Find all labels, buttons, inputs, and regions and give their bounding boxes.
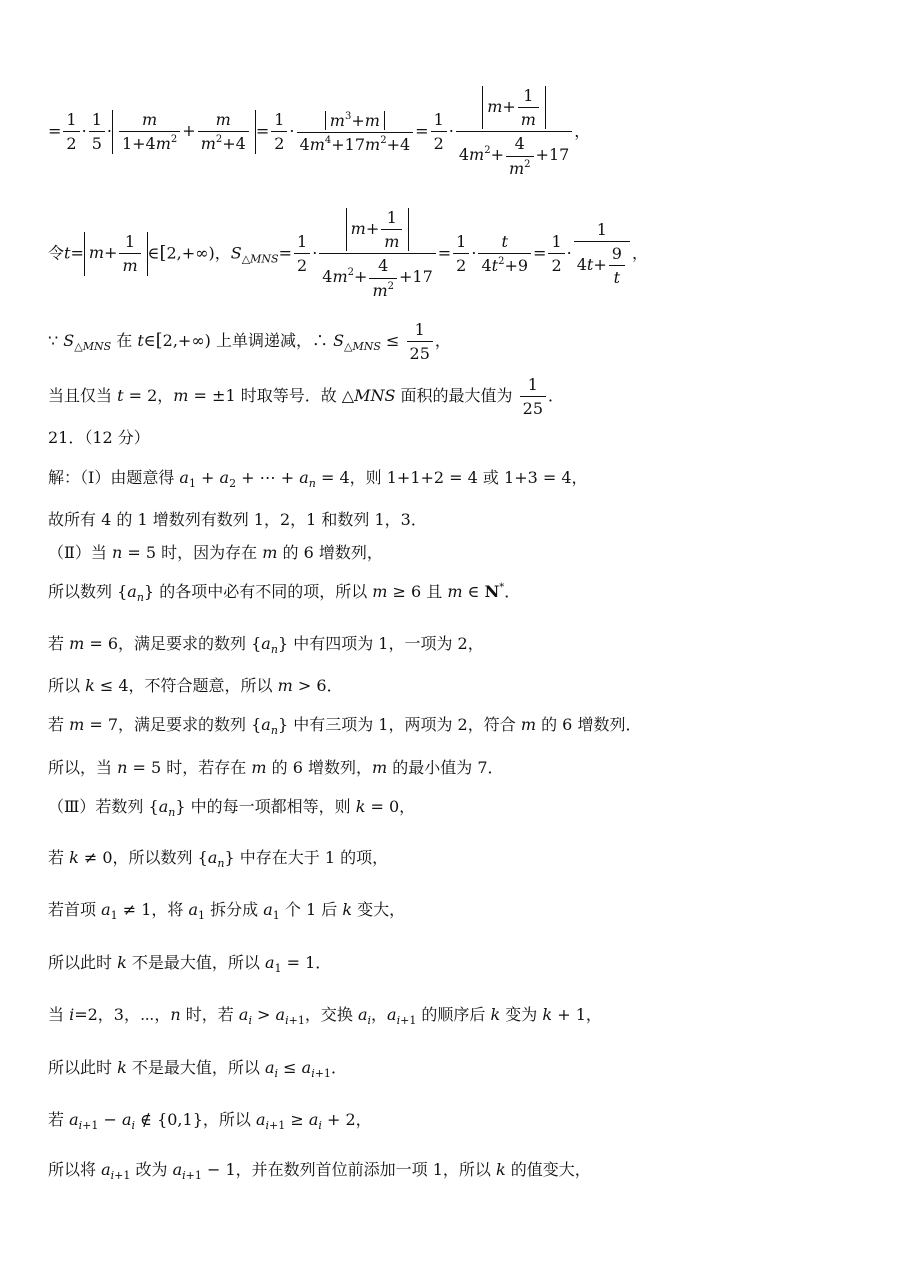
part-3-line-4: 所以此时 k 不是最大值，所以 $a_1 = 1$． (48, 953, 332, 975)
part-3-line-8: 所以将 $a_{i+1}$ 改为 $a_{i+1} - 1$，并在数列首位前添加一项 1，所以 k 的值变大， (48, 1160, 591, 1182)
formula-line-1: = $\frac{1}{2}$ · $\frac{1}{5}$ · $\frac{m}{1+4m^2}$ + $\frac{m}{m^2+4}$ = $\frac{1}{2}$ · $\frac{m^3+m}{4m^4+17m^2+4}$ = $\frac{1}{2}$ · m+ $\frac{1}{m}$ $4m^2+$ $\frac{4}{m^2}$ +17 ， (48, 86, 591, 178)
problem-21-heading: 21．（12 分） (48, 428, 150, 447)
part-1-line: 解：（Ⅰ）由题意得 $a_1 + a_2$ + ⋯ + $a_n = 4$，则 1+1+2 = 4 或 1+3 = 4， (48, 468, 588, 490)
part-2-line-2: 所以数列 $\{a_n\}$ 的各项中必有不同的项，所以 m ≥ 6 且 m ∈ N*． (48, 582, 521, 604)
formula-line-2: 令t= m+ $\frac{1}{m}$ ∈[2,+∞)，$S_{\triangle MNS}=$ $\frac{1}{2}$ · m+ $\frac{1}{m}$ $4m^2+$ $\frac{4}{m^2}$ +17 = $\frac{1}{2}$ · $\frac{t}{4t^2+9}$ = $\frac{1}{2}$ · 1 4t+ $\frac{9}{t}$ ， (48, 208, 648, 300)
monotonic-line: ∵ $S_{\triangle MNS}$ 在 t∈[2,+∞) 上单调递减，∴ $S_{\triangle MNS}$ ≤ $\frac{1}{25}$ ， (48, 320, 451, 364)
part-3-line-3: 若首项 $a_1 \ne 1$，将 $a_1$ 拆分成 $a_1$ 个 1 后 k 变大， (48, 900, 406, 922)
part-2-case-7: 若 m = 7，满足要求的数列 $\{a_n\}$ 中有三项为 1，两项为 2，符合 m 的 6 增数列． (48, 715, 642, 737)
part-3-line-5: 当 i=2，3，⋯，n 时，若 $a_i > a_{i+1}$，交换 $a_i$，$a_{i+1}$ 的顺序后 k 变为 k + 1， (48, 1005, 602, 1027)
part-1-conclusion: 故所有 4 的 1 增数列有数列 1，2，1 和数列 1，3． (48, 510, 427, 529)
max-area-line: 当且仅当 t = 2，m = ±1 时取等号．故 △MNS 面积的最大值为 $\frac{1}{25}$ ． (48, 375, 565, 419)
part-2-case-6: 若 m = 6，满足要求的数列 $\{a_n\}$ 中有四项为 1，一项为 2， (48, 634, 484, 656)
part-3-line-6: 所以此时 k 不是最大值，所以 $a_i \le a_{i+1}$． (48, 1058, 347, 1080)
part-3-line: （Ⅲ）若数列 $\{a_n\}$ 中的每一项都相等，则 k = 0， (48, 797, 416, 819)
part-2-line: （Ⅱ）当 n = 5 时，因为存在 m 的 6 增数列， (48, 543, 383, 562)
part-2-conclusion: 所以，当 n = 5 时，若存在 m 的 6 增数列，m 的最小值为 7． (48, 758, 504, 777)
part-3-line-7: 若 $a_{i+1} - a_i$ ∉ {0,1}，所以 $a_{i+1} \ge a_i + 2$， (48, 1110, 372, 1132)
part-2-case-6-result: 所以 k ≤ 4，不符合题意，所以 m > 6． (48, 676, 343, 695)
part-3-line-2: 若 k ≠ 0，所以数列 $\{a_n\}$ 中存在大于 1 的项， (48, 848, 389, 870)
